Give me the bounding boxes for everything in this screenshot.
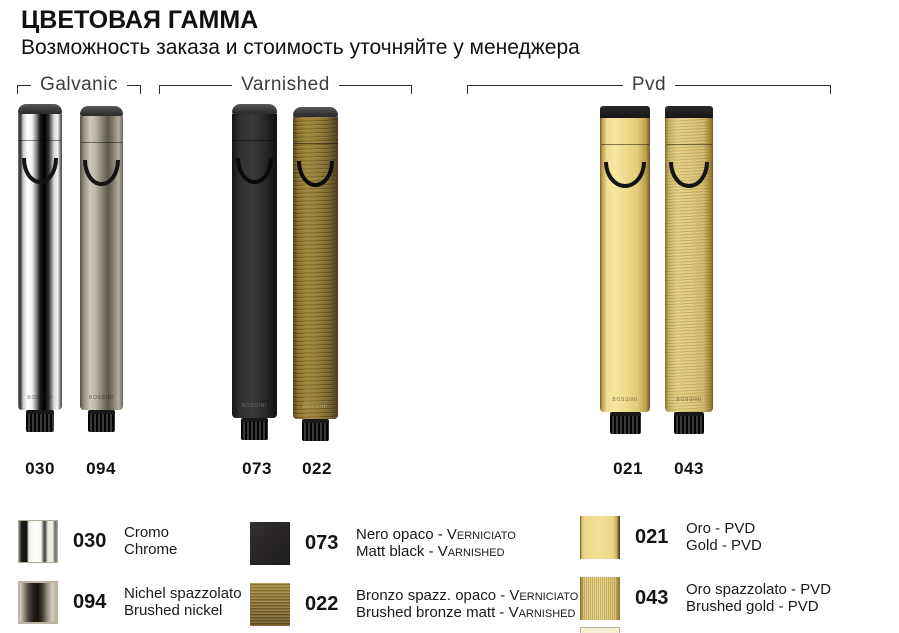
handle-cap bbox=[232, 104, 277, 114]
finish-name bbox=[356, 587, 578, 621]
handle-cap bbox=[600, 106, 650, 118]
group-label-pvd: Pvd bbox=[631, 74, 667, 95]
finish-name-line1: Cromo bbox=[124, 524, 170, 541]
handle-body bbox=[18, 114, 62, 410]
brand-logo: BOSSINI bbox=[88, 395, 115, 401]
spray-ring bbox=[669, 162, 709, 188]
handle-seam bbox=[233, 140, 276, 141]
code-label-021: 021 bbox=[613, 459, 643, 478]
group-header-varnished bbox=[159, 74, 412, 98]
legend-column-varnished bbox=[250, 520, 578, 633]
brand-logo: BOSSINI bbox=[302, 404, 329, 410]
bracket-line bbox=[127, 85, 141, 94]
handle-body bbox=[80, 116, 123, 410]
handle-body bbox=[293, 117, 338, 419]
finish-name bbox=[686, 581, 831, 615]
swatch-gold bbox=[580, 516, 620, 559]
finish-name-line1-suffix: Verniciato bbox=[509, 587, 579, 604]
legend-item-021 bbox=[580, 514, 831, 560]
bracket-line bbox=[339, 85, 412, 94]
legend-item-043 bbox=[580, 575, 831, 621]
finish-name-line1: Bronzo spazz. opaco - bbox=[356, 587, 510, 604]
finish-name bbox=[356, 526, 516, 560]
handle-cap bbox=[293, 107, 338, 117]
finish-name bbox=[686, 520, 762, 554]
finish-name bbox=[124, 524, 177, 558]
legend-item-030 bbox=[18, 518, 242, 564]
finish-name-line1: Oro spazzolato - PVD bbox=[686, 581, 832, 598]
finish-code: 030 bbox=[73, 529, 107, 552]
handle-seam bbox=[601, 144, 649, 145]
finish-code: 021 bbox=[635, 525, 669, 548]
group-header-galvanic bbox=[17, 74, 141, 98]
hose-connector bbox=[674, 412, 704, 434]
handle-image-094 bbox=[80, 106, 123, 432]
handle-image-030 bbox=[18, 104, 62, 432]
swatch-brushed-gold bbox=[580, 577, 620, 620]
finish-code: 043 bbox=[635, 586, 669, 609]
finish-name-line2: Brushed nickel bbox=[124, 602, 223, 619]
handle-seam bbox=[666, 144, 712, 145]
finish-name-line2-suffix: Varnished bbox=[437, 543, 505, 560]
bracket-line bbox=[467, 85, 623, 94]
hose-connector bbox=[26, 410, 53, 432]
bracket-line bbox=[159, 85, 232, 94]
swatch-brushed-nickel bbox=[18, 581, 58, 624]
legend-column-pvd bbox=[580, 514, 831, 633]
legend-item-022 bbox=[250, 581, 578, 627]
finish-code: 022 bbox=[305, 592, 339, 615]
brand-logo: BOSSINI bbox=[27, 395, 53, 401]
swatch-matt-black bbox=[250, 522, 290, 565]
legend-item-073 bbox=[250, 520, 578, 566]
finish-name-line2: Gold - PVD bbox=[686, 537, 762, 554]
handle-image-021 bbox=[600, 106, 650, 434]
finish-code: 073 bbox=[305, 531, 339, 554]
finish-name-line1-suffix: Verniciato bbox=[446, 526, 516, 543]
handle-image-022 bbox=[293, 107, 338, 441]
code-label-094: 094 bbox=[86, 459, 116, 478]
code-label-030: 030 bbox=[25, 459, 55, 478]
group-header-pvd bbox=[467, 74, 831, 98]
page-subtitle: Возможность заказа и стоимость уточняйте у менеджера bbox=[21, 36, 580, 59]
spray-ring bbox=[83, 160, 119, 186]
finish-name-line1: Oro - PVD bbox=[686, 520, 756, 537]
bracket-line bbox=[675, 85, 831, 94]
handle-seam bbox=[19, 140, 61, 141]
finish-name-line2: Brushed gold - PVD bbox=[686, 598, 819, 615]
handle-cap bbox=[80, 106, 123, 116]
finish-name bbox=[124, 585, 242, 619]
code-label-022: 022 bbox=[302, 459, 332, 478]
handle-body bbox=[665, 118, 713, 412]
brand-logo: BOSSINI bbox=[612, 397, 638, 403]
code-label-043: 043 bbox=[674, 459, 704, 478]
spray-ring bbox=[297, 161, 335, 187]
handle-body bbox=[232, 114, 277, 418]
spray-ring bbox=[604, 162, 646, 188]
group-label-varnished: Varnished bbox=[241, 74, 330, 95]
handle-cap bbox=[665, 106, 713, 118]
hose-connector bbox=[241, 418, 269, 440]
spray-ring bbox=[22, 158, 59, 184]
handle-image-073 bbox=[232, 104, 277, 440]
hose-connector bbox=[88, 410, 115, 432]
hose-connector bbox=[610, 412, 641, 434]
brand-logo: BOSSINI bbox=[676, 397, 702, 403]
handle-seam bbox=[81, 142, 122, 143]
finish-name-line1: Nero opaco - bbox=[356, 526, 447, 543]
swatch-chrome bbox=[18, 520, 58, 563]
legend-item-094 bbox=[18, 579, 242, 625]
page-title: ЦВЕТОВАЯ ГАММА bbox=[21, 6, 259, 34]
group-label-galvanic: Galvanic bbox=[40, 74, 118, 95]
finish-name-line2-suffix: Varnished bbox=[508, 604, 576, 621]
handle-image-043 bbox=[665, 106, 713, 434]
hose-connector bbox=[302, 419, 330, 441]
swatch-brushed-bronze bbox=[250, 583, 290, 626]
finish-name-line2: Chrome bbox=[124, 541, 178, 558]
swatch-partial bbox=[580, 627, 620, 633]
finish-name-line2: Brushed bronze matt - bbox=[356, 604, 509, 621]
finish-name-line1: Nichel spazzolato bbox=[124, 585, 242, 602]
brand-logo: BOSSINI bbox=[241, 403, 268, 409]
code-label-073: 073 bbox=[242, 459, 272, 478]
handle-body bbox=[600, 118, 650, 412]
handle-cap bbox=[18, 104, 62, 114]
spray-ring bbox=[236, 158, 274, 184]
bracket-line bbox=[17, 85, 31, 94]
finish-code: 094 bbox=[73, 590, 107, 613]
finish-name-line2: Matt black - bbox=[356, 543, 438, 560]
legend-column-galvanic bbox=[18, 518, 242, 633]
handle-seam bbox=[294, 143, 337, 144]
